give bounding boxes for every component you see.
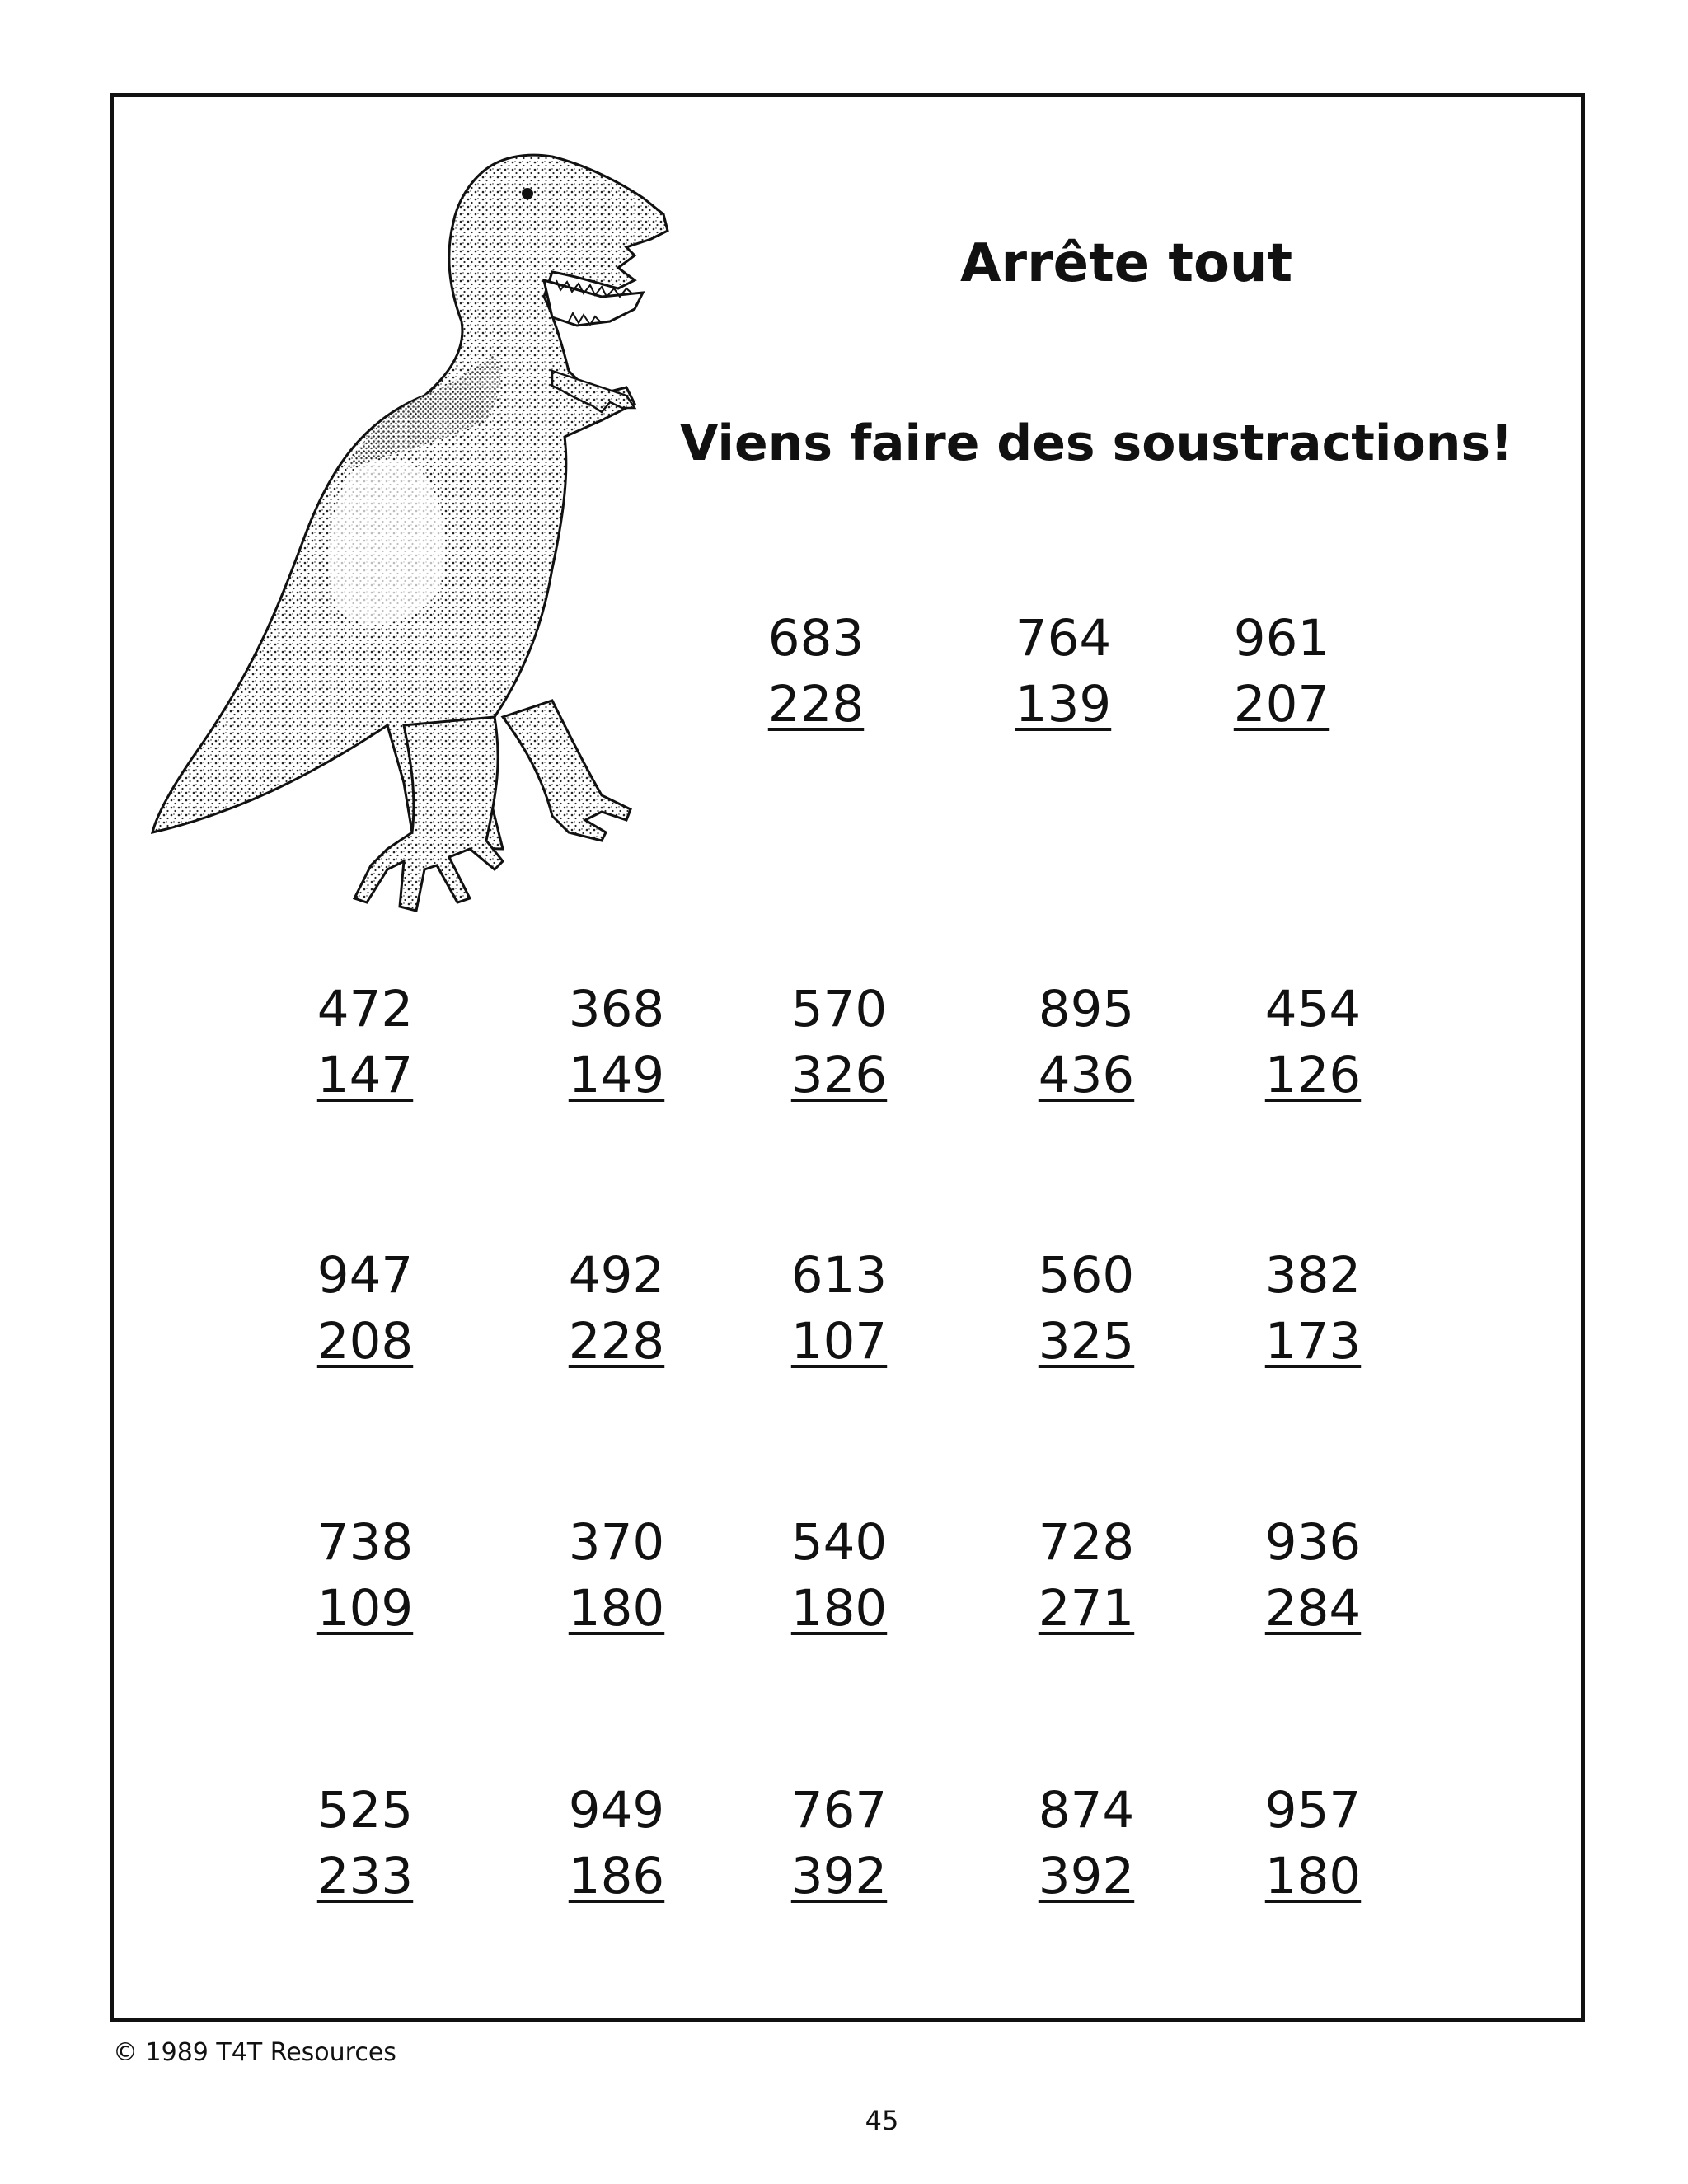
tyrannosaurus-icon	[140, 124, 684, 931]
minuend: 570	[790, 980, 888, 1038]
subtraction-problem	[769, 977, 909, 1108]
subtrahend: 186	[568, 1847, 665, 1905]
worksheet-title: Arrête tout	[960, 233, 1293, 294]
subtrahend: 180	[568, 1579, 665, 1638]
minuend: 874	[1038, 1781, 1135, 1840]
subtrahend: 392	[1038, 1847, 1135, 1905]
page-number: 45	[865, 2105, 899, 2136]
subtraction-problem	[1016, 1778, 1156, 1910]
minuend: 382	[1264, 1246, 1362, 1305]
subtraction-problem	[1016, 1243, 1156, 1375]
subtrahend: 207	[1233, 675, 1330, 733]
minuend: 525	[316, 1781, 414, 1840]
subtrahend: 326	[790, 1046, 888, 1104]
subtrahend: 147	[316, 1046, 414, 1104]
subtrahend: 271	[1038, 1579, 1135, 1638]
subtraction-problem	[546, 1510, 687, 1642]
minuend: 947	[316, 1246, 414, 1305]
subtrahend: 208	[316, 1312, 414, 1371]
subtrahend: 180	[1264, 1847, 1362, 1905]
minuend: 895	[1038, 980, 1135, 1038]
subtrahend: 325	[1038, 1312, 1135, 1371]
minuend: 454	[1264, 980, 1362, 1038]
minuend: 957	[1264, 1781, 1362, 1840]
minuend: 683	[767, 609, 865, 668]
minuend: 540	[790, 1513, 888, 1572]
subtraction-problem	[295, 1778, 435, 1910]
minuend: 764	[1015, 609, 1112, 668]
subtraction-problem	[546, 977, 687, 1108]
subtraction-problem	[993, 606, 1133, 738]
minuend: 949	[568, 1781, 665, 1840]
subtraction-problem	[295, 977, 435, 1108]
subtraction-problem	[546, 1778, 687, 1910]
subtrahend: 109	[316, 1579, 414, 1638]
subtrahend: 149	[568, 1046, 665, 1104]
minuend: 560	[1038, 1246, 1135, 1305]
minuend: 472	[316, 980, 414, 1038]
subtrahend: 173	[1264, 1312, 1362, 1371]
subtraction-problem	[295, 1510, 435, 1642]
subtraction-problem	[546, 1243, 687, 1375]
worksheet-subtitle: Viens faire des soustractions!	[680, 415, 1513, 472]
subtrahend: 436	[1038, 1046, 1135, 1104]
subtraction-problem	[1016, 977, 1156, 1108]
subtraction-problem	[1212, 606, 1352, 738]
subtrahend: 107	[790, 1312, 888, 1371]
subtraction-problem	[1243, 1778, 1383, 1910]
subtraction-problem	[1243, 1243, 1383, 1375]
minuend: 961	[1233, 609, 1330, 668]
subtrahend: 139	[1015, 675, 1112, 733]
subtrahend: 233	[316, 1847, 414, 1905]
subtrahend: 126	[1264, 1046, 1362, 1104]
subtrahend: 180	[790, 1579, 888, 1638]
subtrahend: 228	[568, 1312, 665, 1371]
subtraction-problem	[746, 606, 886, 738]
minuend: 738	[316, 1513, 414, 1572]
subtrahend: 228	[767, 675, 865, 733]
subtraction-problem	[1243, 977, 1383, 1108]
subtraction-problem	[295, 1243, 435, 1375]
minuend: 368	[568, 980, 665, 1038]
subtraction-problem	[769, 1510, 909, 1642]
subtrahend: 284	[1264, 1579, 1362, 1638]
minuend: 728	[1038, 1513, 1135, 1572]
subtrahend: 392	[790, 1847, 888, 1905]
minuend: 936	[1264, 1513, 1362, 1572]
subtraction-problem	[1243, 1510, 1383, 1642]
minuend: 370	[568, 1513, 665, 1572]
subtraction-problem	[769, 1778, 909, 1910]
minuend: 492	[568, 1246, 665, 1305]
minuend: 613	[790, 1246, 888, 1305]
subtraction-problem	[769, 1243, 909, 1375]
subtraction-problem	[1016, 1510, 1156, 1642]
copyright-notice: © 1989 T4T Resources	[113, 2038, 396, 2067]
minuend: 767	[790, 1781, 888, 1840]
